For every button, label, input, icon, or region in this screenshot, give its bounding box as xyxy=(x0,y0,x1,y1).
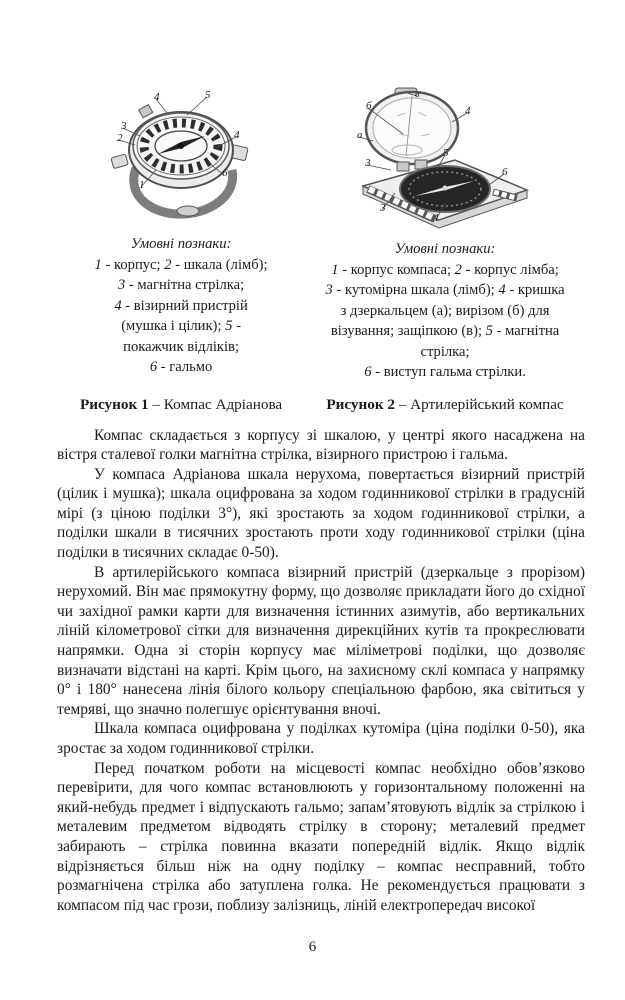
sight-knob xyxy=(139,105,153,118)
figure-2 xyxy=(305,86,585,383)
artillery-compass-illustration xyxy=(355,86,535,233)
legend-line: покажчик відліків; xyxy=(123,338,239,355)
paragraph: Шкала компаса оцифрована у поділках кутоміра (ціна поділки 0-50), яка зростає за ходом годинникової стрілки. xyxy=(57,720,585,757)
callout-leader-line xyxy=(367,165,391,170)
legend-title: Умовні познаки: xyxy=(394,241,496,257)
figure-1 xyxy=(57,86,305,378)
callout-label: 1 xyxy=(434,212,440,224)
callout-label: 3 xyxy=(365,157,371,169)
legend-line: 1 - корпус; 2 - шкала (лімб); xyxy=(94,256,268,273)
paragraph: У компаса Адріанова шкала нерухома, повертається візирний пристрій (цілик і мушка); шкала оцифрована за ходом годинникової стрілки в градусній мірі (з ціною поділки 3°), які зростають за ходом годинникової стрілки, а поділки шкали в тисячних зростають проти ходу годинникової стрілки (ціна поділки в тисячних складає 0-50). xyxy=(57,465,585,562)
callout-label: 1 xyxy=(139,179,145,191)
legend-line: 6 - виступ гальма стрілки. xyxy=(364,364,526,380)
callout-label: 4 xyxy=(465,105,471,117)
legend-line: стрілка; xyxy=(420,343,470,360)
needle-pivot xyxy=(443,186,448,191)
callout-label: 5 xyxy=(205,89,211,101)
callout-label: 3 xyxy=(121,120,127,132)
callout-leader-line xyxy=(187,97,207,115)
caption-label: Рисунок 2 xyxy=(326,395,395,413)
callout-label: 3 xyxy=(380,202,386,214)
callout-label: 5 xyxy=(443,147,449,159)
callout-label: 6 xyxy=(502,166,508,178)
body-text xyxy=(57,426,585,916)
legend-line: 1 - корпус компаса; 2 - корпус лімба; xyxy=(331,261,559,278)
legend-line: з дзеркальцем (а); вирізом (б) для xyxy=(340,302,550,319)
legend-line: 3 - магнітна стрілка; xyxy=(117,277,245,293)
paragraph: Компас складається з корпусу зі шкалою, у центрі якого насаджена на вістря сталевої голки магнітна стрілка, візирного пристрою і гальма. xyxy=(57,426,585,464)
figure-1-caption xyxy=(57,396,305,414)
adrianov-compass-illustration xyxy=(106,86,256,228)
callout-label: 4 xyxy=(154,91,160,103)
callout-label: а xyxy=(357,129,363,141)
callout-label: 2 xyxy=(117,132,123,144)
needle-pivot xyxy=(178,143,184,149)
legend-line: 3 - кутомірна шкала (лімб); 4 - кришка xyxy=(325,282,565,298)
legend-lines xyxy=(95,255,268,378)
mirror-glass xyxy=(373,98,451,158)
captions-row xyxy=(57,396,585,414)
figure-2-caption xyxy=(305,396,585,414)
hinge-left xyxy=(397,162,409,171)
caption-text: – Компас Адріанова xyxy=(152,395,283,413)
caption-label: Рисунок 1 xyxy=(79,395,149,413)
page-number: 6 xyxy=(308,939,317,955)
caption-text: – Артилерійський компас xyxy=(398,395,564,413)
legend-line: візування; защіпкою (в); 5 - магнітна xyxy=(330,323,560,339)
callout-label: б xyxy=(366,100,372,112)
figure-1-legend xyxy=(95,234,268,378)
legend-lines xyxy=(325,260,564,383)
compass-lug-left xyxy=(111,154,128,169)
figures-row xyxy=(57,86,585,383)
legend-line: (мушка і цілик); 5 - xyxy=(121,318,241,334)
figure-2-legend xyxy=(325,239,564,383)
paragraph: Перед початком роботи на місцевості компас необхідно обов’язково перевірити, для чого компас встановлюють у горизонтальному положенні на який-небудь предмет і відпускають гальмо; запам’ятовують відлік за стрілкою і металевим предметом відводять стрілку в сторону; металевий предмет забирають – стрілка повинна вказати попередній відлік. Якщо відлік відрізняється більш ніж на одну поділку – компас несправний, тобто розмагнічена стрілка або затуплена голка. Не рекомендується працювати з компасом під час грози, поблизу залізниць, ліній електропередач високої xyxy=(57,759,585,914)
callout-label: в xyxy=(415,88,420,100)
strap-buckle xyxy=(177,206,199,216)
callout-label: 4 xyxy=(234,129,240,141)
callout-label: 6 xyxy=(222,167,228,179)
paragraph: В артилерійського компаса візирний пристрій (дзеркальце з прорізом) нерухомий. Він має прямокутну форму, що дозволяє прикладати його до східної чи західної рамки карти для визначення істинних азимутів, або вертикальних ліній кілометрової сітки для визначення дирекційних кутів та прокреслювати напрямки. Одна зі сторін корпусу має міліметрові поділки, що дозволяє визначати відстані на карті. Крім цього, на захисному склі компаса у напрямку 0° і 180° нанесена лінія білого кольору спеціальною фарбою, яка світиться у темряві, що значно полегшує орієнтування вночі. xyxy=(57,563,585,718)
legend-title: Умовні познаки: xyxy=(130,236,232,252)
legend-line: 6 - гальмо xyxy=(149,359,213,375)
legend-line: 4 - візирний пристрій xyxy=(114,297,248,314)
